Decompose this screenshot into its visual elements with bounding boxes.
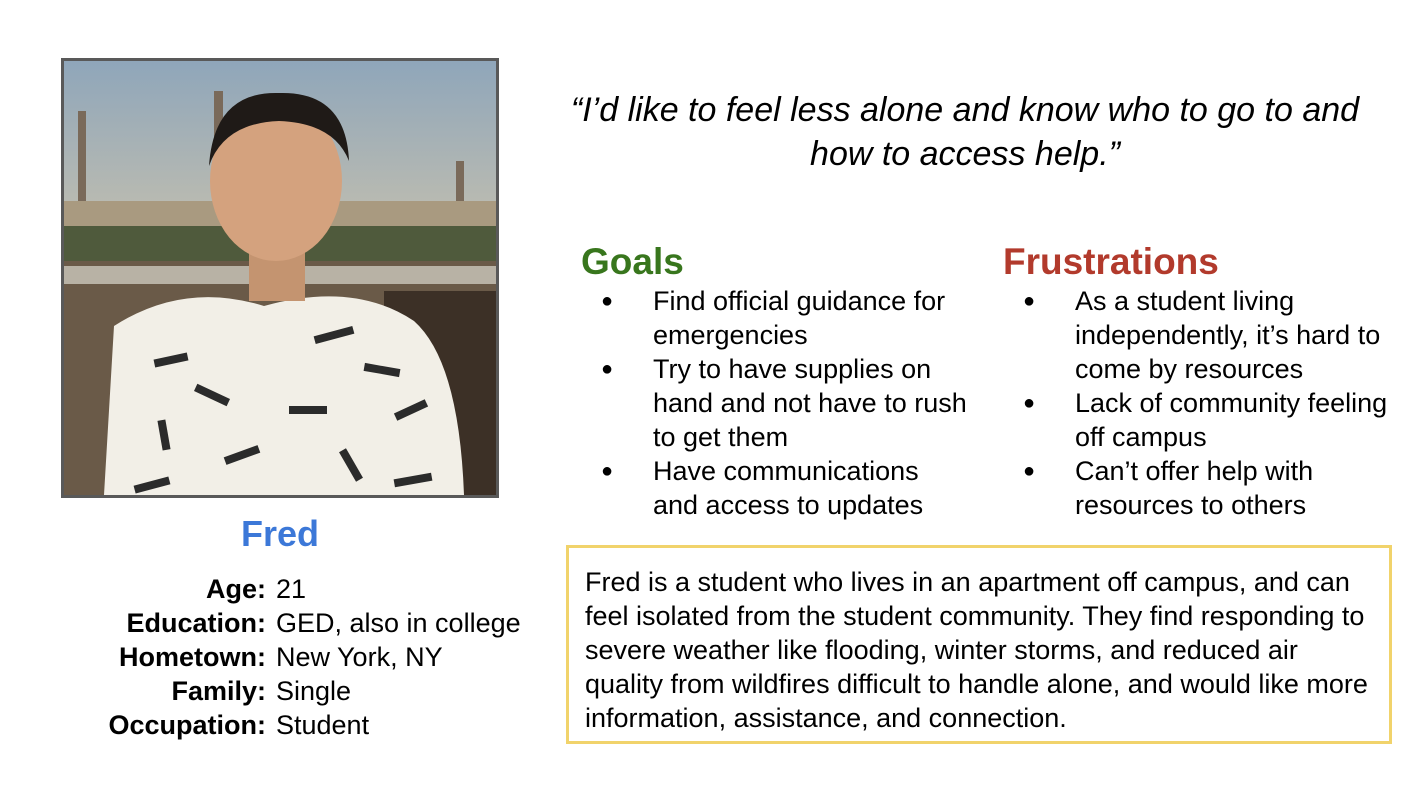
frustration-item: ● As a student living independently, it’s hard to come by resources <box>1003 284 1403 386</box>
frustration-item: ● Can’t offer help with resources to others <box>1003 454 1403 522</box>
detail-row-education <box>60 606 580 640</box>
frustrations-title: Frustrations <box>1003 241 1219 282</box>
goals-list <box>581 284 971 522</box>
detail-label: Family: <box>171 676 266 706</box>
detail-value: GED, also in college <box>276 608 521 638</box>
goals-title: Goals <box>581 241 684 282</box>
detail-label: Occupation: <box>108 710 266 740</box>
detail-value: New York, NY <box>276 642 443 672</box>
persona-details <box>60 572 580 742</box>
detail-label: Age: <box>206 574 266 604</box>
persona-quote: “I’d like to feel less alone and know who to go to and how to access help.” <box>570 91 1360 173</box>
goals-section <box>581 240 971 522</box>
goal-item: ● Have communications and access to updates <box>581 454 971 522</box>
detail-value: Student <box>276 710 370 740</box>
detail-row-age <box>60 572 580 606</box>
frustration-item: ● Lack of community feeling off campus <box>1003 386 1403 454</box>
persona-photo <box>61 58 499 498</box>
goal-item: ● Try to have supplies on hand and not have to rush to get them <box>581 352 971 454</box>
persona-summary: Fred is a student who lives in an apartment off campus, and can feel isolated from the student community. They find responding to severe weather like flooding, winter storms, and reduced air quality from wildfires difficult to handle alone, and would like more information, assistance, and connection. <box>566 545 1392 744</box>
detail-label: Education: <box>126 608 266 638</box>
person-portrait-icon <box>64 61 496 495</box>
frustrations-section <box>1003 240 1403 522</box>
persona-name: Fred <box>240 513 319 554</box>
detail-row-family <box>60 674 580 708</box>
detail-value: 21 <box>276 574 307 604</box>
goal-item: ● Find official guidance for emergencies <box>581 284 971 352</box>
detail-label: Hometown: <box>119 642 266 672</box>
frustrations-list <box>1003 284 1403 522</box>
detail-row-hometown <box>60 640 580 674</box>
detail-row-occupation <box>60 708 580 742</box>
detail-value: Single <box>276 676 352 706</box>
